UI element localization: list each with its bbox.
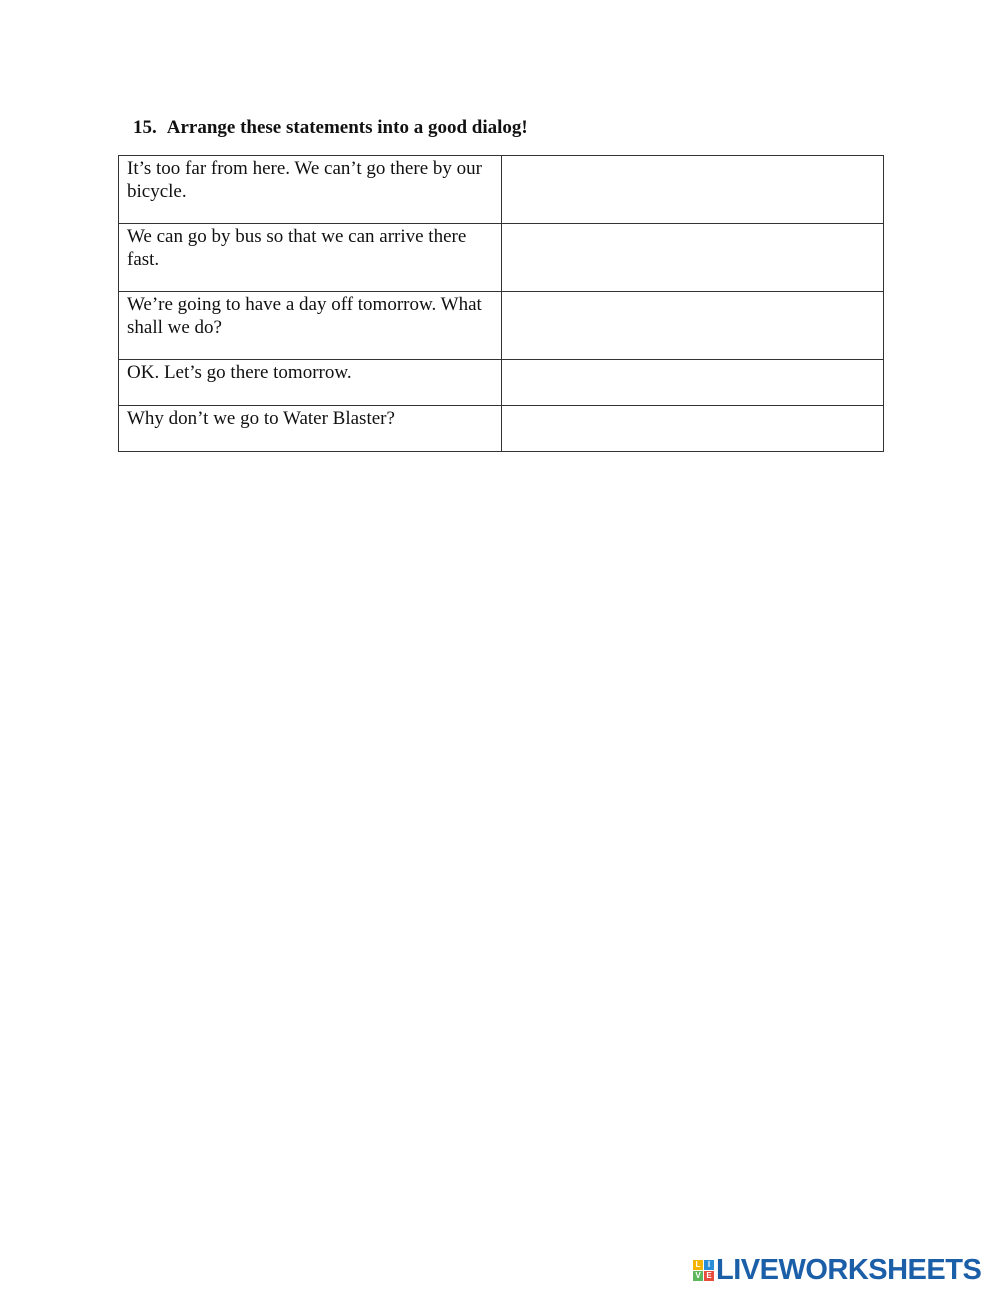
table-row <box>119 224 884 292</box>
table-row <box>119 360 884 406</box>
statement-text: We’re going to have a day off tomorrow. What shall we do? <box>127 294 482 338</box>
answer-cell[interactable] <box>502 224 884 292</box>
logo-text: LIVEWORKSHEETS <box>716 1254 982 1286</box>
question-number: 15. <box>133 117 157 138</box>
answer-cell[interactable] <box>502 156 884 224</box>
liveworksheets-logo <box>693 1256 981 1284</box>
table-row <box>119 406 884 452</box>
statement-text: OK. Let’s go there tomorrow. <box>127 362 352 383</box>
statement-text: We can go by bus so that we can arrive there fast. <box>127 226 467 270</box>
logo-mark-letter: L <box>693 1260 703 1270</box>
statement-cell <box>119 406 502 452</box>
statement-cell <box>119 292 502 360</box>
statement-text: It’s too far from here. We can’t go there by our bicycle. <box>127 158 482 202</box>
question-heading <box>133 117 528 139</box>
logo-mark-letter: I <box>704 1260 714 1270</box>
logo-mark-letter: E <box>704 1271 714 1281</box>
answer-input[interactable] <box>502 406 883 451</box>
answer-input[interactable] <box>502 360 883 405</box>
answer-cell[interactable] <box>502 360 884 406</box>
table-row <box>119 156 884 224</box>
statement-cell <box>119 156 502 224</box>
table-row <box>119 292 884 360</box>
answer-input[interactable] <box>502 156 883 223</box>
statement-text: Why don’t we go to Water Blaster? <box>127 408 395 429</box>
answer-input[interactable] <box>502 292 883 359</box>
logo-mark-letter: V <box>693 1271 703 1281</box>
statement-cell <box>119 360 502 406</box>
answer-cell[interactable] <box>502 406 884 452</box>
answer-input[interactable] <box>502 224 883 291</box>
statement-cell <box>119 224 502 292</box>
answer-cell[interactable] <box>502 292 884 360</box>
dialog-table <box>118 155 884 452</box>
logo-mark-icon <box>693 1260 714 1281</box>
question-text: Arrange these statements into a good dialog! <box>166 117 528 138</box>
